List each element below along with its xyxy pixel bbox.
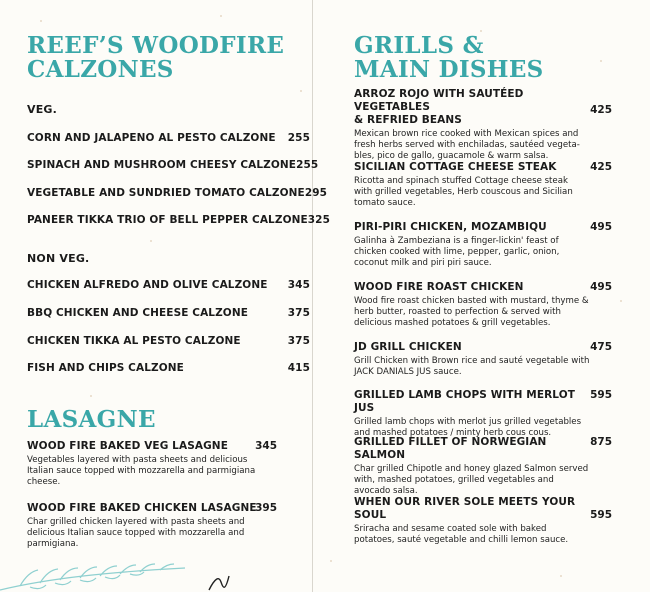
menu-item-nonveg-2 bbox=[27, 307, 310, 319]
name-line: ARROZ ROJO WITH SAUTÉED VEGETABLES bbox=[354, 88, 524, 113]
item-description bbox=[354, 464, 592, 497]
item-price: 415 bbox=[287, 362, 310, 374]
desc-line: with grilled vegetables, Herb couscous and Sicilian bbox=[354, 187, 573, 197]
desc-line: Galinha à Zambeziana is a finger-lickin' feast of bbox=[354, 236, 559, 246]
desc-line: Grill Chicken with Brown rice and sauté vegetable with bbox=[354, 356, 590, 366]
column-divider bbox=[312, 0, 313, 592]
item-description bbox=[27, 455, 257, 488]
desc-line: Sriracha and sesame coated sole with baked bbox=[354, 524, 547, 534]
grills-item-7 bbox=[354, 436, 592, 497]
item-name bbox=[354, 496, 592, 522]
item-description bbox=[354, 356, 592, 378]
item-name: BBQ CHICKEN AND CHEESE CALZONE bbox=[27, 307, 248, 319]
item-name: SPINACH AND MUSHROOM CHEESY CALZONE bbox=[27, 159, 297, 171]
item-name: VEGETABLE AND SUNDRIED TOMATO CALZONE bbox=[27, 187, 305, 199]
item-description bbox=[27, 517, 257, 550]
calzones-title-line1: REEF’S WOODFIRE bbox=[27, 32, 285, 59]
item-price: 255 bbox=[296, 159, 319, 171]
grills-item-3-price: 495 bbox=[590, 221, 612, 233]
desc-line: JACK DANIALS JUS sauce. bbox=[354, 367, 462, 377]
item-description bbox=[354, 129, 592, 162]
item-price: 325 bbox=[307, 214, 330, 226]
menu-item-veg-3 bbox=[27, 187, 328, 199]
name-line: SOUL bbox=[354, 509, 387, 521]
grills-title-line1: GRILLS & bbox=[354, 32, 484, 59]
item-description bbox=[354, 176, 592, 209]
grills-item-6-price: 595 bbox=[590, 389, 612, 401]
desc-line: tomato sauce. bbox=[354, 198, 416, 208]
desc-line: bles, pico de gallo, guacamole & warm salsa. bbox=[354, 151, 549, 161]
desc-line: Ricotta and spinach stuffed Cottage cheese steak bbox=[354, 176, 568, 186]
menu-item-nonveg-3 bbox=[27, 335, 310, 347]
item-description bbox=[354, 296, 592, 329]
desc-line: Char grilled Chipotle and honey glazed Salmon served bbox=[354, 464, 589, 474]
grills-item-1-price: 425 bbox=[590, 104, 612, 116]
item-name: WOOD FIRE BAKED VEG LASAGNE bbox=[27, 440, 228, 452]
calzones-title-line2: CALZONES bbox=[27, 56, 174, 83]
squiggle-decoration-icon bbox=[205, 574, 235, 592]
lasagne-title: LASAGNE bbox=[27, 406, 156, 433]
item-name: SICILIAN COTTAGE CHEESE STEAK bbox=[354, 161, 557, 173]
grills-item-5-price: 475 bbox=[590, 341, 612, 353]
lasagne-item-2-price: 395 bbox=[255, 502, 277, 514]
desc-line: coconut milk and piri piri sauce. bbox=[354, 258, 492, 268]
item-price: 375 bbox=[287, 307, 310, 319]
desc-line: parmigiana. bbox=[27, 539, 79, 549]
desc-line: Italian sauce topped with mozzarella and parmigiana bbox=[27, 466, 256, 476]
grills-item-1 bbox=[354, 88, 592, 162]
desc-line: with, mashed potatoes, grilled vegetables and bbox=[354, 475, 554, 485]
grills-item-8 bbox=[354, 496, 592, 546]
menu-item-nonveg-1 bbox=[27, 279, 310, 291]
grills-item-8-price: 595 bbox=[590, 509, 612, 521]
desc-line: chicken cooked with lime, pepper, garlic, onion, bbox=[354, 247, 560, 257]
lasagne-item-2 bbox=[27, 502, 257, 550]
item-price: 375 bbox=[287, 335, 310, 347]
grills-item-3 bbox=[354, 221, 592, 269]
item-name: FISH AND CHIPS CALZONE bbox=[27, 362, 184, 374]
desc-line: herb butter, roasted to perfection & served with bbox=[354, 307, 561, 317]
item-price: 255 bbox=[287, 132, 310, 144]
menu-item-veg-4 bbox=[27, 214, 330, 226]
item-name: PIRI-PIRI CHICKEN, MOZAMBIQU bbox=[354, 221, 547, 233]
grills-item-4-price: 495 bbox=[590, 281, 612, 293]
name-line: & REFRIED BEANS bbox=[354, 114, 462, 126]
menu-item-nonveg-4 bbox=[27, 362, 310, 374]
desc-line: Grilled lamb chops with merlot jus grilled vegetables bbox=[354, 417, 582, 427]
item-name: CHICKEN TIKKA AL PESTO CALZONE bbox=[27, 335, 241, 347]
grills-item-6 bbox=[354, 389, 592, 439]
name-line: WHEN OUR RIVER SOLE MEETS YOUR bbox=[354, 496, 576, 508]
calzones-title bbox=[27, 34, 284, 82]
grills-item-7-price: 875 bbox=[590, 436, 612, 448]
desc-line: Mexican brown rice cooked with Mexican spices and bbox=[354, 129, 579, 139]
grills-item-2-price: 425 bbox=[590, 161, 612, 173]
desc-line: delicious mashed potatoes & grill vegetables. bbox=[354, 318, 551, 328]
menu-item-veg-2 bbox=[27, 159, 319, 171]
desc-line: delicious Italian sauce topped with mozzarella and bbox=[27, 528, 245, 538]
veg-label: VEG. bbox=[27, 103, 58, 116]
item-name: JD GRILL CHICKEN bbox=[354, 341, 462, 353]
item-name: WOOD FIRE ROAST CHICKEN bbox=[354, 281, 524, 293]
item-name bbox=[354, 88, 592, 127]
item-name: CHICKEN ALFREDO AND OLIVE CALZONE bbox=[27, 279, 268, 291]
grills-title bbox=[354, 34, 544, 82]
desc-line: Vegetables layered with pasta sheets and delicious bbox=[27, 455, 248, 465]
grills-item-5 bbox=[354, 341, 592, 378]
item-name: GRILLED LAMB CHOPS WITH MERLOT JUS bbox=[354, 389, 575, 414]
lasagne-item-1 bbox=[27, 440, 257, 488]
lasagne-item-1-price: 345 bbox=[255, 440, 277, 452]
grills-item-4 bbox=[354, 281, 592, 329]
item-name: GRILLED FILLET OF NORWEGIAN SALMON bbox=[354, 436, 547, 461]
leaf-decoration-icon bbox=[0, 560, 200, 592]
item-name: CORN AND JALAPENO AL PESTO CALZONE bbox=[27, 132, 276, 144]
desc-line: avocado salsa. bbox=[354, 486, 418, 496]
item-description bbox=[354, 524, 592, 546]
item-price: 345 bbox=[287, 279, 310, 291]
item-price: 295 bbox=[304, 187, 328, 199]
nonveg-label: NON VEG. bbox=[27, 252, 90, 265]
desc-line: Char grilled chicken layered with pasta sheets and bbox=[27, 517, 245, 527]
item-name: PANEER TIKKA TRIO OF BELL PEPPER CALZONE bbox=[27, 214, 308, 226]
desc-line: and mashed potatoes / minty herb cous cous. bbox=[354, 428, 552, 438]
desc-line: fresh herbs served with enchiladas, sautéed vegeta- bbox=[354, 140, 580, 150]
desc-line: Wood fire roast chicken basted with mustard, thyme & bbox=[354, 296, 589, 306]
grills-item-2 bbox=[354, 161, 592, 209]
menu-item-veg-1 bbox=[27, 132, 310, 144]
item-name: WOOD FIRE BAKED CHICKEN LASAGNE bbox=[27, 502, 257, 514]
grills-title-line2: MAIN DISHES bbox=[354, 56, 544, 83]
desc-line: potatoes, sauté vegetable and chilli lemon sauce. bbox=[354, 535, 569, 545]
desc-line: cheese. bbox=[27, 477, 61, 487]
item-description bbox=[354, 236, 592, 269]
